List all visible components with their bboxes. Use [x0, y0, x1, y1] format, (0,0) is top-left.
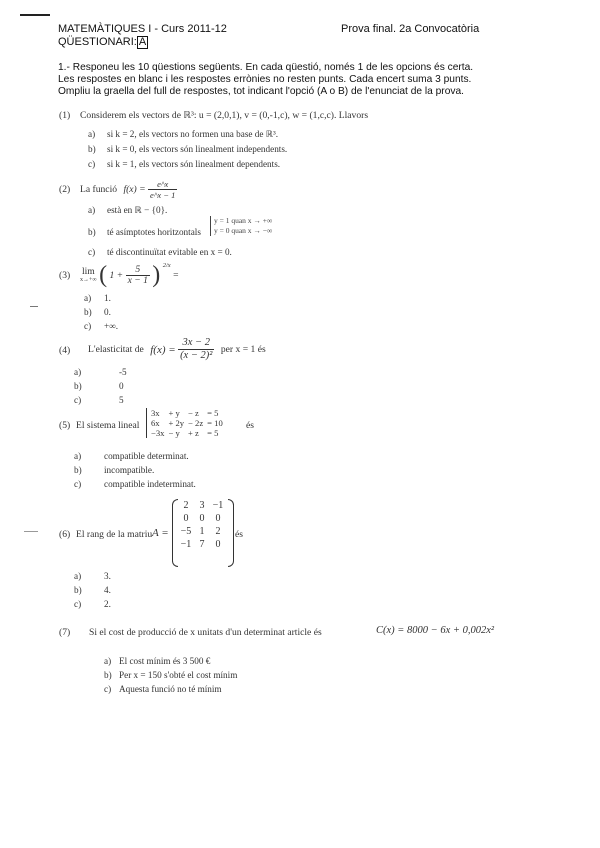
matrix-right-bracket — [228, 499, 234, 567]
system-term: = 5 — [207, 428, 219, 438]
system-term: 3x — [151, 408, 160, 418]
questionnaire-letter-box: A — [138, 36, 147, 48]
option-letter: c) — [74, 599, 82, 609]
limit-operator: lim — [81, 265, 95, 277]
option-letter: a) — [84, 293, 92, 303]
matrix-cell: 3 — [199, 500, 205, 511]
limit-exponent: 2/x — [162, 262, 171, 269]
question-5-prefix: El sistema lineal — [76, 420, 140, 431]
system-term: = 10 — [207, 418, 223, 428]
limit-expression — [80, 262, 178, 289]
question-7-option-a: El cost mínim és 3 500 € — [119, 656, 211, 666]
pen-mark — [20, 14, 50, 16]
question-6-prefix: El rang de la matriu — [76, 529, 153, 540]
question-2-option-a: està en ℝ − {0}. — [107, 205, 168, 215]
option-letter: b) — [74, 381, 82, 391]
option-letter: b) — [74, 585, 82, 595]
question-5-option-c: compatible indeterminat. — [104, 479, 196, 489]
question-3-option-a: 1. — [104, 293, 111, 303]
option-letter: a) — [74, 367, 82, 377]
questionnaire-line — [58, 36, 148, 49]
question-5-suffix: és — [246, 420, 254, 431]
option-letter: a) — [88, 205, 96, 215]
questionnaire-label: QÜESTIONARI: — [58, 36, 137, 48]
matrix-label: A = — [152, 527, 169, 539]
matrix-cell: 1 — [199, 526, 205, 537]
system-term: − 2z — [188, 418, 204, 428]
intro-line-1: 1.- Responeu les 10 qüestions següents. En cada qüestió, només 1 de les opcions és certa. — [58, 62, 474, 73]
option-letter: a) — [104, 656, 112, 666]
option-letter: c) — [84, 321, 92, 331]
matrix-cell: 0 — [215, 539, 221, 550]
question-7-text: Si el cost de producció de x unitats d'un determinat article és — [89, 627, 322, 638]
linear-system — [146, 408, 227, 438]
question-7-option-b: Per x = 150 s'obté el cost mínim — [119, 670, 238, 680]
linear-system-table — [151, 408, 227, 438]
option-letter: c) — [74, 479, 82, 489]
question-number: (4) — [59, 345, 71, 356]
margin-mark — [24, 531, 38, 532]
matrix-cell: −5 — [180, 526, 192, 537]
option-letter: a) — [88, 129, 96, 139]
matrix-left-bracket — [172, 499, 178, 567]
option-letter: b) — [74, 465, 82, 475]
matrix — [172, 499, 226, 551]
question-number: (2) — [59, 184, 71, 195]
fraction-denominator: x − 1 — [127, 275, 148, 286]
limit-fraction — [126, 265, 150, 286]
matrix-cell: 0 — [183, 513, 189, 524]
asymptote-line-2: y = 0 quan x → −∞ — [214, 226, 273, 235]
question-number: (7) — [59, 627, 71, 638]
question-4-text — [88, 337, 266, 362]
system-row — [151, 428, 227, 438]
question-number: (1) — [59, 110, 71, 121]
option-letter: c) — [74, 395, 82, 405]
matrix-cell: 2 — [183, 500, 189, 511]
question-6-option-c: 2. — [104, 599, 111, 609]
system-term: −3x — [151, 428, 165, 438]
fraction-numerator: 5 — [126, 265, 150, 276]
limit-subscript: x→+∞ — [80, 276, 97, 283]
question-6-suffix: és — [235, 529, 243, 540]
system-term: − z — [188, 408, 199, 418]
course-title: MATEMÀTIQUES I - Curs 2011-12 — [58, 23, 227, 35]
question-2-prefix: La funció — [80, 184, 118, 195]
question-number: (3) — [59, 270, 71, 281]
system-term: + 2y — [168, 418, 185, 428]
question-4-prefix: L'elasticitat de — [88, 344, 144, 355]
function-fraction — [148, 179, 177, 200]
asymptote-system — [210, 216, 272, 236]
system-term: + y — [168, 408, 180, 418]
matrix-cell: −1 — [212, 500, 224, 511]
question-4-option-a: -5 — [119, 367, 127, 377]
cost-formula: C(x) = 8000 − 6x + 0,002x² — [376, 625, 495, 636]
function-label: f(x) = — [150, 343, 176, 356]
asymptote-line-1: y = 1 quan x → +∞ — [214, 216, 273, 225]
question-1-option-c: si k = 1, els vectors són linealment dependents. — [107, 159, 281, 169]
intro-line-2: Les respostes en blanc i les respostes errònies no resten punts. Cada encert suma 3 punts. — [58, 74, 472, 85]
question-4-option-b: 0 — [119, 381, 124, 391]
question-3-option-b: 0. — [104, 307, 111, 317]
fraction-numerator: e^x — [148, 179, 177, 190]
fraction-denominator: (x − 2)² — [180, 350, 213, 361]
fraction-denominator: e^x − 1 — [150, 190, 176, 200]
question-4-option-c: 5 — [119, 395, 124, 405]
question-1-option-b: si k = 0, els vectors són linealment independents. — [107, 144, 288, 154]
matrix-cell: 7 — [199, 539, 205, 550]
matrix-cell: 2 — [215, 526, 221, 537]
question-1-text: Considerem els vectors de ℝ³: u = (2,0,1), v = (0,-1,c), w = (1,c,c). Llavors — [80, 110, 369, 121]
question-2-option-c: té discontinuïtat evitable en x = 0. — [107, 247, 232, 257]
function-fraction — [178, 337, 214, 362]
matrix-row — [178, 525, 226, 538]
matrix-row — [178, 538, 226, 551]
matrix-cell: 0 — [199, 513, 205, 524]
matrix-cell: 0 — [215, 513, 221, 524]
system-row — [151, 408, 227, 418]
limit-one: 1 + — [109, 270, 124, 281]
question-number: (6) — [59, 529, 71, 540]
system-term: + z — [188, 428, 199, 438]
question-2-option-b: té asímptotes horitzontals — [107, 227, 201, 237]
matrix-cell: −1 — [180, 539, 192, 550]
fraction-numerator: 3x − 2 — [178, 337, 214, 350]
option-letter: b) — [84, 307, 92, 317]
margin-mark — [30, 306, 38, 307]
question-3-option-c: +∞. — [104, 321, 119, 331]
question-7-option-c: Aquesta funció no té mínim — [119, 684, 222, 694]
option-letter: a) — [74, 571, 82, 581]
limit-equals: = — [173, 270, 179, 281]
option-letter: b) — [88, 227, 96, 237]
option-letter: c) — [88, 247, 96, 257]
question-4-suffix: per x = 1 és — [220, 344, 266, 355]
option-letter: c) — [104, 684, 112, 694]
matrix-row — [178, 512, 226, 525]
intro-line-3: Ompliu la graella del full de respostes, tot indicant l'opció (A o B) de l'enunciat de la prova. — [58, 86, 464, 97]
option-letter: b) — [104, 670, 112, 680]
option-letter: a) — [74, 451, 82, 461]
system-term: − y — [168, 428, 180, 438]
system-term: = 5 — [207, 408, 219, 418]
option-letter: b) — [88, 144, 96, 154]
right-paren: ) — [152, 262, 161, 288]
question-number: (5) — [59, 420, 71, 431]
system-row — [151, 418, 227, 428]
question-2-text — [80, 179, 177, 200]
question-1-option-a: si k = 2, els vectors no formen una base de ℝ³. — [107, 129, 279, 139]
exam-title: Prova final. 2a Convocatòria — [341, 23, 480, 35]
function-label: f(x) = — [123, 184, 146, 195]
option-letter: c) — [88, 159, 96, 169]
question-5-option-a: compatible determinat. — [104, 451, 189, 461]
matrix-table — [178, 499, 226, 551]
left-paren: ( — [99, 262, 108, 288]
matrix-row — [178, 499, 226, 512]
question-6-option-a: 3. — [104, 571, 111, 581]
system-term: 6x — [151, 418, 160, 428]
question-5-option-b: incompatible. — [104, 465, 155, 475]
question-6-option-b: 4. — [104, 585, 111, 595]
